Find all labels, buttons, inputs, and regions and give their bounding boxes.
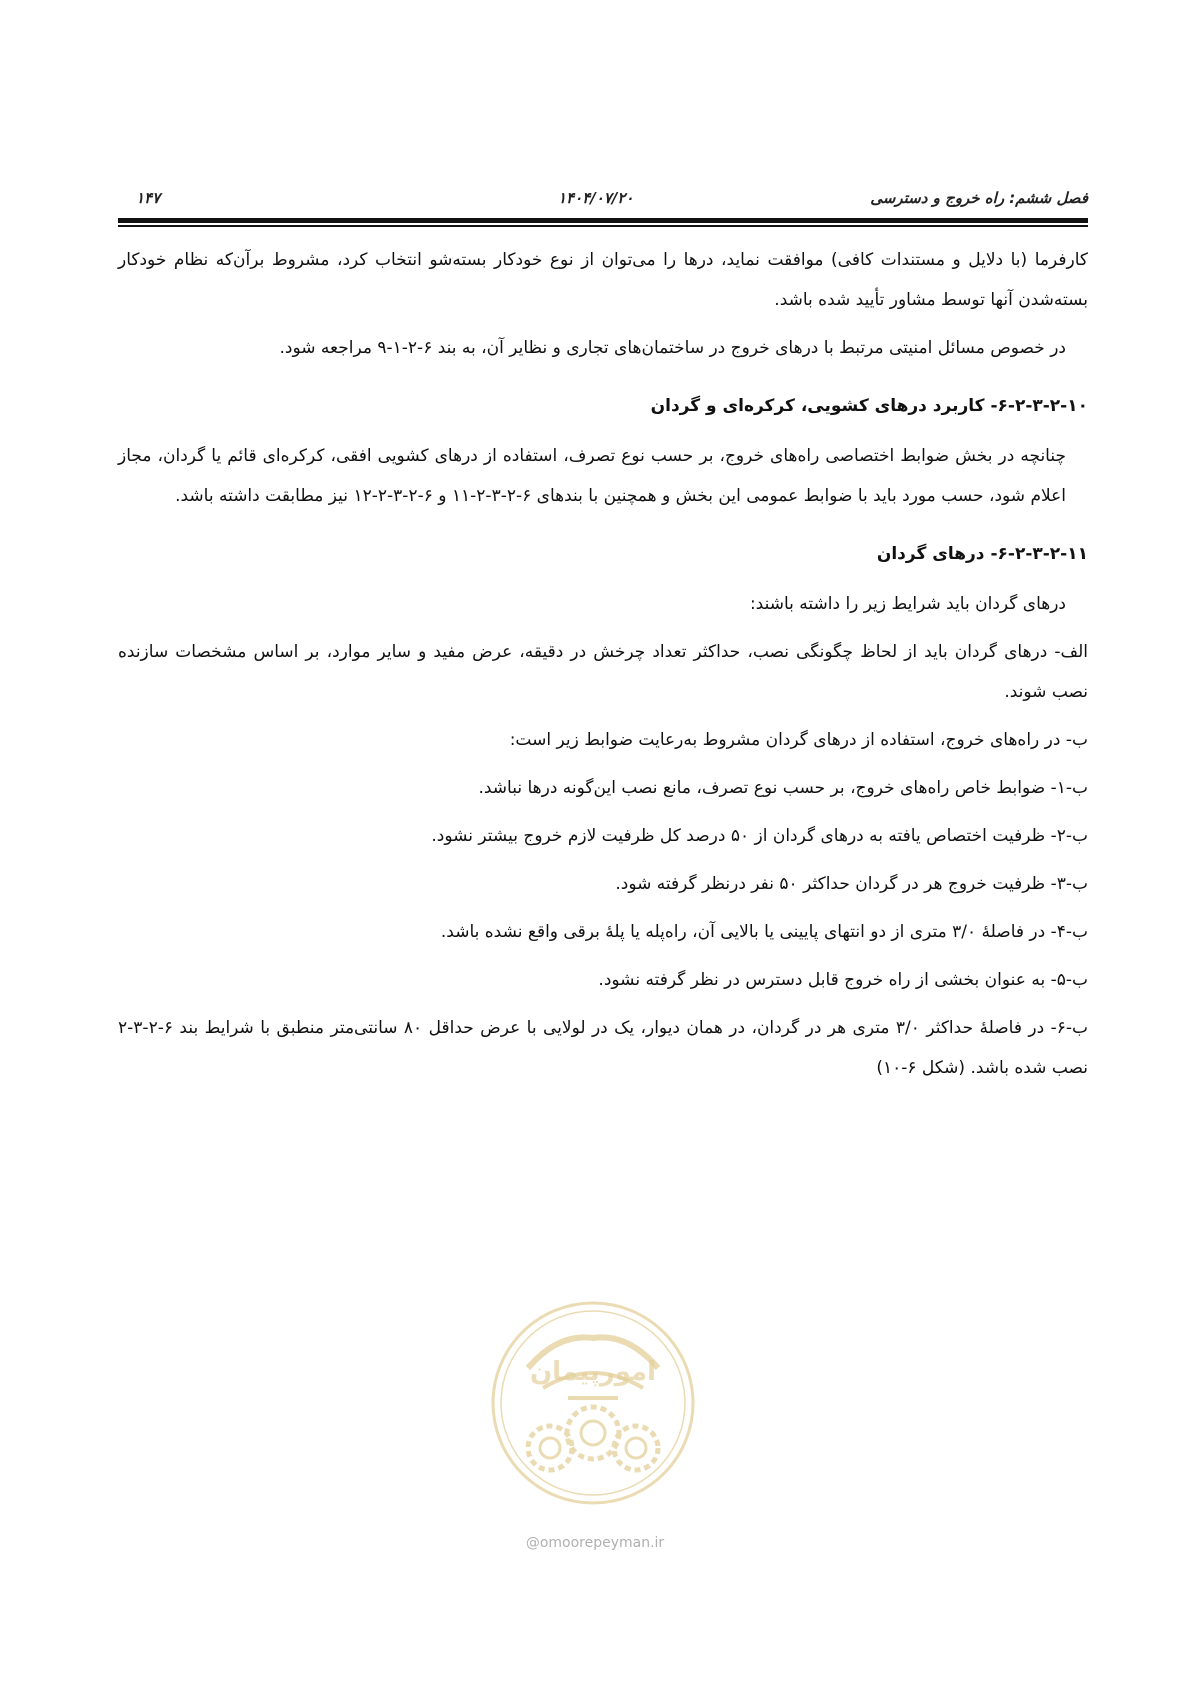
section-heading-11: ۶-۲-۳-۲-۱۱- درهای گردان [876, 544, 1088, 564]
paragraph-sliding-doors: چنانچه در بخش ضوابط اختصاصی راه‌های خروج، بر حسب نوع تصرف، استفاده از درهای کشویی افقی، کرکره‌ای قائم یا گردان، مجاز اعلام شود، حسب مورد باید با ضوابط عمومی این بخش و همچنین با بندهای ۶-۲-۳-۲-۱۱ و ۶-۲-۳-۲-۱۲ نیز مطابقت داشته باشد. [118, 446, 1066, 506]
watermark-website: @omoorepeyman.ir [525, 1535, 665, 1551]
header-date: ۱۴۰۴/۰۷/۲۰ [558, 189, 634, 207]
svg-text:امورپیمان: امورپیمان [529, 1357, 657, 1387]
list-item-be-4: ب-۴- در فاصلهٔ ۳/۰ متری از دو انتهای پایینی یا بالایی آن، راه‌پله یا پلهٔ برقی واقع نشده باشد. [440, 922, 1088, 942]
chapter-title: فصل ششم: راه خروج و دسترسی [870, 189, 1088, 207]
paragraph-revolving-intro: درهای گردان باید شرایط زیر را داشته باشند: [749, 594, 1066, 614]
list-item-alef: الف- درهای گردان باید از لحاظ چگونگی نصب، حداکثر تعداد چرخش در دقیقه، عرض مفید و سایر موارد، بر اساس مشخصات سازنده نصب شوند. [118, 642, 1088, 702]
section-heading-10: ۶-۲-۳-۲-۱۰- کاربرد درهای کشویی، کرکره‌ای و گردان [650, 396, 1088, 416]
header-rule-thick [118, 218, 1088, 223]
list-item-be-6: ب-۶- در فاصلهٔ حداکثر ۳/۰ متری هر در گردان، در همان دیوار، یک در لولایی با عرض حداقل ۸۰ سانتی‌متر منطبق با شرایط بند ۶-۲-۳-۲ نصب شده باشد. (شکل ۶-۱۰) [118, 1018, 1088, 1078]
list-item-be-2: ب-۲- ظرفیت اختصاص یافته به درهای گردان از ۵۰ درصد کل ظرفیت لازم خروج بیشتر نشود. [431, 826, 1088, 846]
paragraph-security: در خصوص مسائل امنیتی مرتبط با درهای خروج در ساختمان‌های تجاری و نظایر آن، به بند ۶-۲-۱-۹ مراجعه شود. [279, 338, 1066, 358]
list-item-be-1: ب-۱- ضوابط خاص راه‌های خروج، بر حسب نوع تصرف، مانع نصب این‌گونه درها نباشد. [478, 778, 1088, 798]
document-body [118, 240, 1088, 1088]
paragraph-continuation: کارفرما (با دلایل و مستندات کافی) موافقت نماید، درها را می‌توان از نوع خودکار بسته‌شو انتخاب کرد، مشروط برآن‌که نظام خودکار بسته‌شدن آنها توسط مشاور تأیید شده باشد. [118, 250, 1088, 310]
at-icon: @ [525, 1535, 540, 1551]
list-item-be-3: ب-۳- ظرفیت خروج هر در گردان حداکثر ۵۰ نفر درنظر گرفته شود. [615, 874, 1088, 894]
page-header [118, 183, 1088, 213]
page-number: ۱۴۷ [136, 189, 161, 207]
list-item-be-5: ب-۵- به عنوان بخشی از راه خروج قابل دسترس در نظر گرفته نشود. [598, 970, 1088, 990]
list-item-be: ب- در راه‌های خروج، استفاده از درهای گردان مشروط به‌رعایت ضوابط زیر است: [509, 730, 1088, 750]
watermark-seal-icon [488, 1298, 698, 1508]
header-rule-thin [118, 225, 1088, 227]
